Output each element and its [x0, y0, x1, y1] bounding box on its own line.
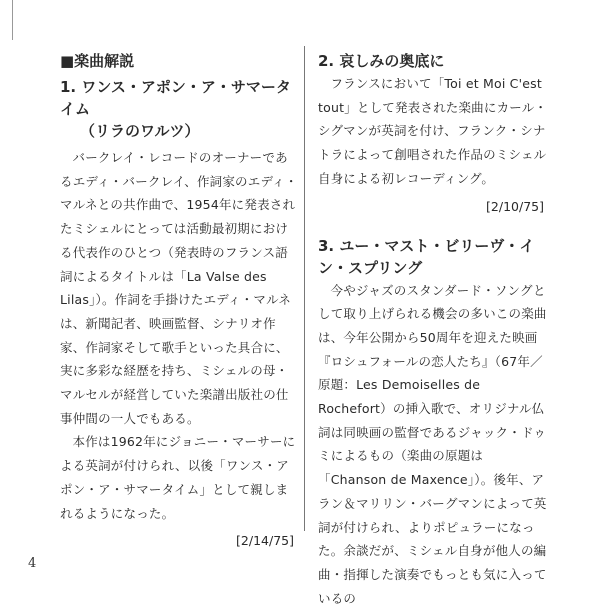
song-1-date: [2/14/75] [236, 533, 294, 549]
right-column [318, 50, 548, 610]
song-1-subtitle: （リラのワルツ） [80, 122, 200, 140]
song-2-paragraph: フランスにおいて「Toi et Moi C'est tout」として発表された楽曲にカール・シグマンが英詞を付け、フランク・シナトラによって創唱された作品のミシェル自身による初レコーディング。 [318, 76, 548, 186]
song-3-paragraph: 今やジャズのスタンダード・ソングとして取り上げられる機会の多いこの楽曲は、今年公開から50周年を迎えた映画『ロシュフォールの恋人たち』（67年／原題：Les Demoiselles de Rochefort）の挿入歌で、オリジナル仏詞は同映画の監督であるジャック・ドゥミによるもの（楽曲の原題は「Chanson de Maxence」）。後年、アラン＆マリリン・バーグマンによって英詞が付けられ、よりポピュラーになった。余談だが、ミシェル自身が他人の編曲・指揮した演奏でもっとも気に入っているの [318, 282, 547, 606]
left-column [60, 50, 298, 551]
song-1-paragraph: 本作は1962年にジョニー・マーサーによる英詞が付けられ、以後「ワンス・アポン・ア・サマータイム」として親しまれるようになった。 [60, 434, 296, 521]
section-heading: ■楽曲解説 [60, 52, 135, 70]
page-edge-mark [0, 0, 13, 40]
page-number: 4 [28, 556, 37, 571]
column-divider [304, 46, 305, 531]
song-2-date: [2/10/75] [486, 198, 544, 214]
spacer [318, 217, 548, 235]
song-1-title: 1. ワンス・アポン・ア・サマータイム [60, 78, 291, 118]
song-1-paragraph: バークレイ・レコードのオーナーであるエディ・バークレイ、作詞家のエディ・マルネとの共作曲で、1954年に発表されたミシェルにとっては活動最初期における代表作のひとつ（発表時のフランス語詞によるタイトルは「La Valse des Lilas」）。作詞を手掛けたエディ・マルネは、新聞記者、映画監督、シナリオ作家、作詞家そして歌手といった具合に、実に多彩な経歴を持ち、ミシェルの母・マルセルが経営していた楽譜出版社の仕事仲間の一人でもある。 [60, 150, 298, 426]
song-3-title: 3. ユー・マスト・ビリーヴ・イン・スプリング [318, 236, 535, 277]
song-2-title: 2. 哀しみの奥底に [318, 52, 445, 70]
